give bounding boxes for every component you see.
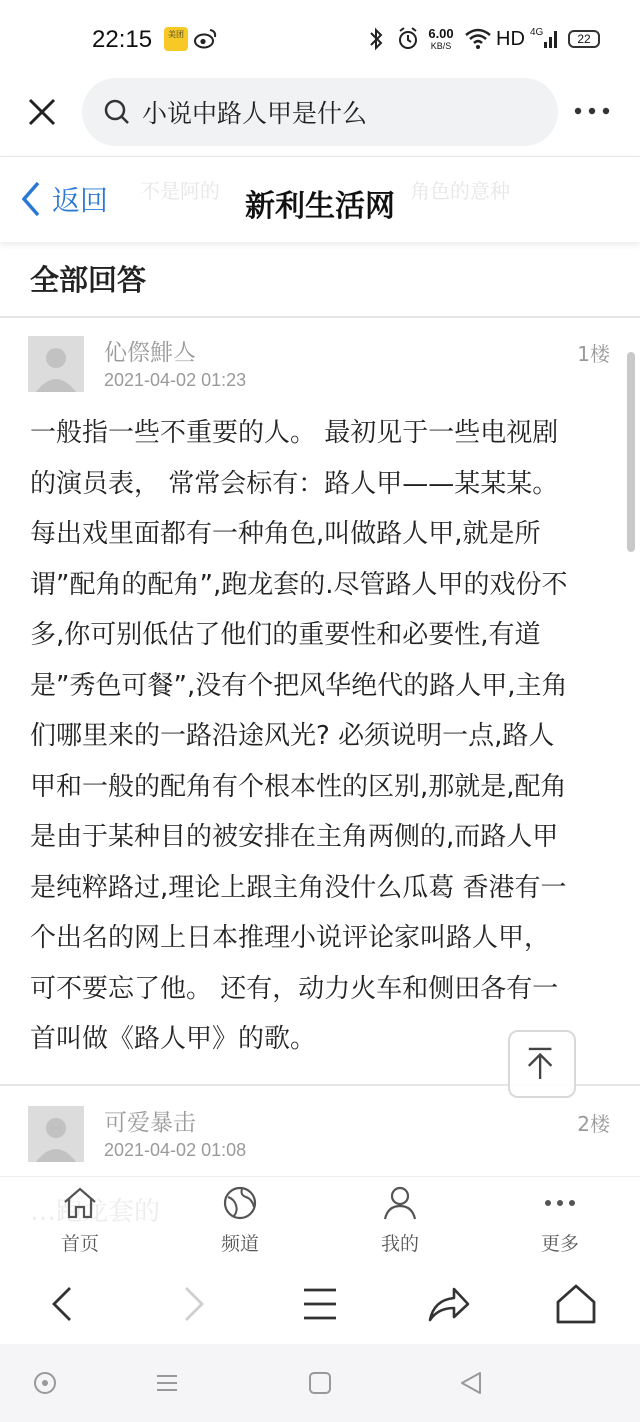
more-options-button[interactable] bbox=[570, 96, 614, 126]
answer-text-line: 一般指一些不重要的人。 最初见于一些电视剧 bbox=[30, 418, 559, 448]
square-icon[interactable] bbox=[305, 1368, 335, 1398]
answer-text-line: 是由于某种目的被安排在主角两侧的,而路人甲 bbox=[30, 822, 559, 852]
close-button[interactable] bbox=[22, 92, 62, 132]
answer-text-line: 谓”配角的配角”,跑龙套的.尽管路人甲的戏份不 bbox=[30, 569, 568, 600]
floor-number: 1楼 bbox=[577, 342, 610, 366]
scrolled-text-behind: 不是阿的 bbox=[140, 179, 220, 203]
signal-icon bbox=[530, 24, 560, 54]
search-query: 小说中路人甲是什么 bbox=[142, 99, 368, 128]
status-bar bbox=[0, 0, 640, 78]
alarm-icon bbox=[396, 24, 420, 54]
answer-text-line: 个出名的网上日本推理小说评论家叫路人甲， bbox=[30, 923, 551, 953]
browser-toolbar bbox=[0, 1262, 640, 1344]
answer-text-line: 每出戏里面都有一种角色,叫做路人甲,就是所 bbox=[30, 519, 541, 549]
section-title: 全部回答 bbox=[30, 263, 147, 297]
system-navigation-bar bbox=[0, 1344, 640, 1422]
answer-preview-text: …跑龙套的 bbox=[30, 1197, 161, 1227]
search-header bbox=[0, 78, 640, 156]
answer-body bbox=[30, 408, 610, 1065]
network-speed-value: 6.00 bbox=[428, 26, 454, 41]
back-arrow-icon[interactable] bbox=[40, 1280, 88, 1328]
home-icon bbox=[60, 1183, 100, 1223]
answer-text-line: 首叫做《路人甲》的歌。 bbox=[30, 1024, 317, 1054]
default-avatar-icon bbox=[28, 1106, 84, 1162]
answers-section-header bbox=[0, 242, 640, 318]
scrolled-text-behind-right: 角色的意种 bbox=[410, 179, 510, 203]
battery-icon: 22 bbox=[568, 30, 600, 48]
triangle-back-icon[interactable] bbox=[456, 1368, 486, 1398]
answer-text-line: 们哪里来的一路沿途风光? 必须说明一点,路人 bbox=[30, 721, 555, 751]
tab-channels[interactable] bbox=[190, 1183, 290, 1261]
answer-text-line: 多,你可别低估了他们的重要性和必要性,有道 bbox=[30, 620, 541, 650]
avatar[interactable] bbox=[28, 1106, 84, 1162]
share-icon[interactable] bbox=[424, 1280, 472, 1328]
avatar[interactable] bbox=[28, 336, 84, 392]
search-input[interactable] bbox=[82, 78, 558, 146]
tab-label: 频道 bbox=[220, 1233, 259, 1255]
tab-label: 我的 bbox=[380, 1233, 419, 1255]
tab-profile[interactable] bbox=[350, 1183, 450, 1261]
answer-username[interactable]: 可爱暴击 bbox=[104, 1110, 196, 1136]
answer-username[interactable]: 伈傺鯡亼 bbox=[104, 340, 196, 366]
floor-number: 2楼 bbox=[577, 1112, 610, 1136]
bottom-tab-bar bbox=[0, 1176, 640, 1262]
default-avatar-icon bbox=[28, 336, 84, 392]
back-to-top-button[interactable] bbox=[508, 1030, 576, 1098]
scrollbar-thumb[interactable] bbox=[627, 352, 635, 552]
network-speed-unit: KB/S bbox=[430, 41, 452, 51]
answer-text-line: 的演员表， 常常会标有：路人甲——某某某。 bbox=[30, 468, 559, 499]
arrow-up-icon bbox=[510, 1032, 574, 1096]
answer-timestamp: 2021-04-02 01:08 bbox=[104, 1140, 247, 1160]
back-label: 返回 bbox=[52, 184, 109, 217]
answer-text-line: 是”秀色可餐”,没有个把风华绝代的路人甲,主角 bbox=[30, 670, 568, 701]
answer-item bbox=[0, 1090, 640, 1180]
circle-icon[interactable] bbox=[30, 1368, 60, 1398]
network-type-label: HD bbox=[496, 28, 525, 50]
answer-item bbox=[0, 320, 640, 1086]
tab-more[interactable] bbox=[510, 1183, 610, 1261]
tab-label: 首页 bbox=[60, 1233, 99, 1255]
weibo-icon bbox=[194, 27, 218, 51]
svg-text:4G: 4G bbox=[530, 27, 544, 38]
tab-label: 更多 bbox=[540, 1233, 579, 1255]
search-icon bbox=[102, 97, 132, 127]
page-nav-bar bbox=[0, 156, 640, 242]
tab-home[interactable] bbox=[30, 1183, 130, 1261]
menu-icon[interactable] bbox=[296, 1280, 344, 1328]
meituan-icon: 美团 bbox=[164, 27, 188, 51]
home-outline-icon[interactable] bbox=[552, 1280, 600, 1328]
more-dots-icon bbox=[540, 1183, 580, 1223]
user-icon bbox=[380, 1183, 420, 1223]
answer-text-line: 甲和一般的配角有个根本性的区别,那就是,配角 bbox=[30, 771, 567, 802]
answer-timestamp: 2021-04-02 01:23 bbox=[104, 370, 247, 390]
answer-text-line: 可不要忘了他。 还有，动力火车和侧田各有一 bbox=[30, 973, 559, 1004]
answer-text-line: 是纯粹路过,理论上跟主角没什么瓜葛 香港有一 bbox=[30, 872, 567, 903]
bluetooth-icon bbox=[366, 24, 386, 54]
recents-icon[interactable] bbox=[152, 1368, 182, 1398]
wifi-icon bbox=[464, 24, 492, 54]
site-title: 新利生活网 bbox=[245, 189, 395, 224]
network-speed bbox=[424, 28, 458, 52]
globe-icon bbox=[220, 1183, 260, 1223]
forward-arrow-icon[interactable] bbox=[168, 1280, 216, 1328]
status-time: 22:15 bbox=[92, 26, 153, 53]
